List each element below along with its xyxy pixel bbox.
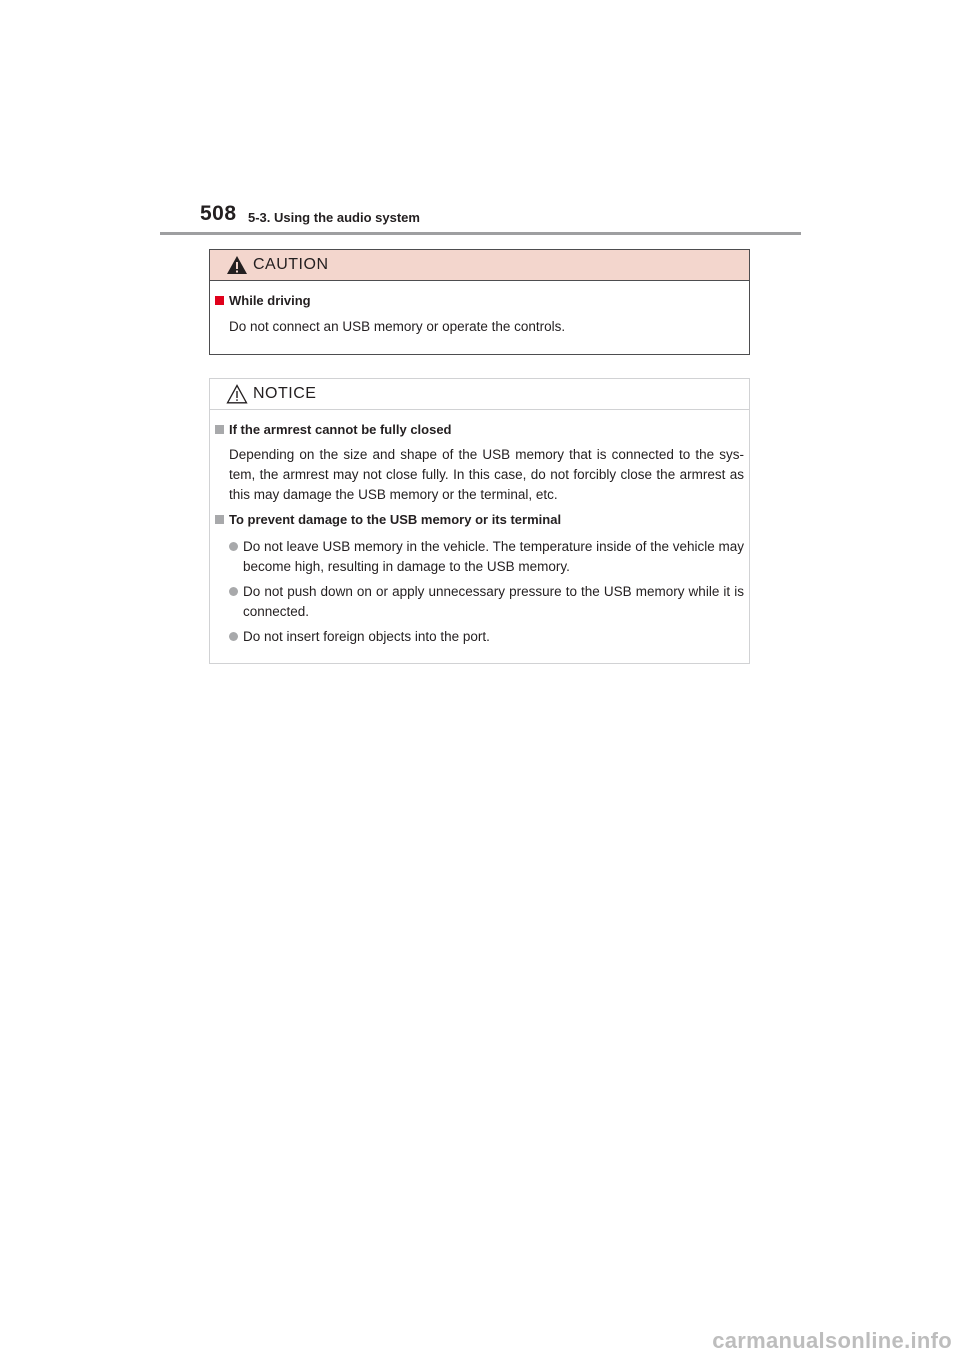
list-item-text: Do not leave USB memory in the vehicle. The temperature inside of the vehicle may become high, resulting in damage to the USB memory.	[243, 539, 744, 574]
bullet-dot-icon	[229, 587, 238, 596]
list-item-text: Do not insert foreign objects into the port.	[243, 629, 490, 644]
warning-triangle-outline-icon	[226, 384, 248, 404]
notice-item-heading-text: To prevent damage to the USB memory or its terminal	[229, 512, 562, 527]
notice-item-text: Depending on the size and shape of the USB memory that is connected to the sys- tem, the armrest may not close fully. In this case, do not forcibly close the armrest as this may damage the USB memory or the terminal, etc.	[229, 447, 744, 502]
bullet-dot-icon	[229, 632, 238, 641]
header-rule	[160, 232, 801, 235]
notice-header	[210, 379, 749, 410]
caution-title: CAUTION	[253, 256, 329, 273]
notice-item-heading	[215, 422, 452, 437]
list-item-text: Do not push down on or apply unnecessary pressure to the USB memory while it is connected.	[243, 584, 744, 619]
watermark: carmanualsonline.info	[712, 1328, 952, 1353]
page-number: 508	[200, 202, 237, 225]
caution-item-text: Do not connect an USB memory or operate the controls.	[229, 319, 566, 334]
notice-box	[209, 378, 750, 664]
list-item	[229, 582, 744, 622]
warning-triangle-filled-icon	[226, 255, 248, 275]
section-title: 5-3. Using the audio system	[248, 210, 420, 225]
gray-square-marker-icon	[215, 425, 224, 434]
page-header	[160, 202, 801, 236]
list-item	[229, 627, 744, 647]
caution-item-heading-text: While driving	[229, 293, 311, 308]
red-square-marker-icon	[215, 296, 224, 305]
caution-box	[209, 249, 750, 355]
list-item	[229, 537, 744, 577]
gray-square-marker-icon	[215, 515, 224, 524]
caution-header	[210, 250, 749, 281]
notice-item-heading-text: If the armrest cannot be fully closed	[229, 422, 452, 437]
notice-title: NOTICE	[253, 385, 317, 402]
caution-item-heading	[215, 293, 311, 308]
notice-item-heading	[215, 512, 561, 527]
bullet-dot-icon	[229, 542, 238, 551]
